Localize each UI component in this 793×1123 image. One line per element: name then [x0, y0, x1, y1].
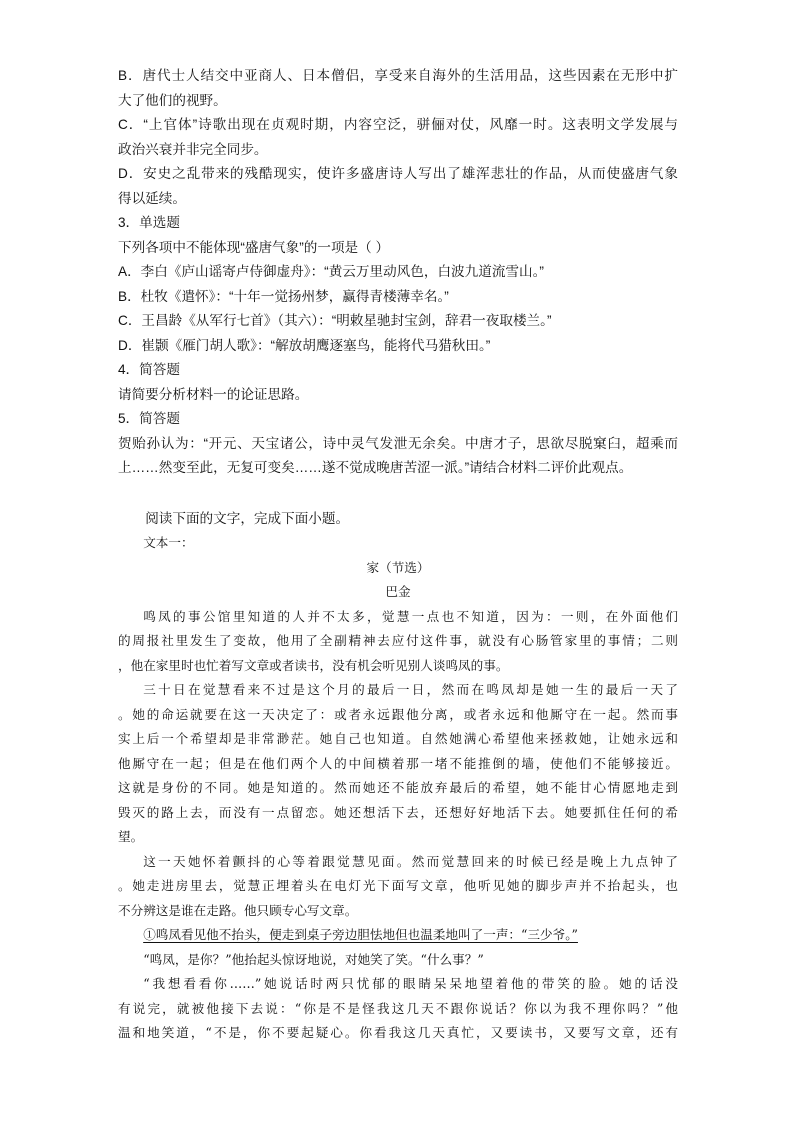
option-b-line-1: B．唐代士人结交中亚商人、日本僧侣，享受来自海外的生活用品，这些因素在无形中扩	[118, 68, 678, 83]
question-5-stem-line-1: 贺贻孙认为：“开元、天宝诸公，诗中灵气发泄无余矣。中唐才子，思欲尽脱窠臼，超乘而	[118, 435, 678, 451]
reading-passage	[118, 531, 678, 1046]
question-4-stem: 请简要分析材料一的论证思路。	[118, 386, 309, 402]
question-5	[118, 407, 678, 481]
paragraph-3-line-3: 不分辨这是谁在走路。他只顾专心写文章。	[118, 902, 358, 918]
paragraph-2-line-3: 实上后一个希望却是非常渺茫。她自己也知道。自然她满心希望他来拯救她，让她永远和	[118, 731, 678, 746]
exam-page	[118, 64, 678, 1046]
passage-title: 家（节选）	[366, 559, 430, 575]
text-label: 文本一：	[143, 535, 194, 550]
paragraph-5: “鸣凤，是你？”他抬起头惊讶地说，对她笑了笑。“什么事？”	[143, 951, 484, 967]
option-c-line-1: C．“上官体”诗歌出现在贞观时期，内容空泛，骈俪对仗，风靡一时。这表明文学发展与	[118, 117, 678, 132]
question-4	[118, 358, 678, 407]
paragraph-1-line-2: 的周报社里发生了变故，他用了全副精神去应付这件事，就没有心肠管家里的事情；二则	[118, 633, 678, 648]
question-3-option-b: B．杜牧《遣怀》：“十年一觉扬州梦，赢得青楼薄幸名。”	[118, 288, 449, 304]
option-d-line-2: 得以延续。	[118, 190, 186, 206]
question-3-option-d: D．崔颢《雁门胡人歌》：“解放胡鹰逐塞鸟，能将代马猎秋田。”	[118, 337, 491, 353]
question-3	[118, 211, 678, 358]
option-b-line-2: 大了他们的视野。	[118, 92, 227, 108]
paragraph-1-line-1: 鸣凤的事公馆里知道的人并不太多，觉慧一点也不知道，因为：一则，在外面他们	[143, 608, 678, 624]
question-2-options-continued	[118, 64, 678, 211]
paragraph-2-line-7: 望。	[118, 829, 144, 844]
question-4-heading: 4．简答题	[118, 362, 180, 377]
paragraph-2-line-5: 这就是身份的不同。她是知道的。然而她还不能放弃最后的希望，她不能甘心情愿地走到	[118, 780, 678, 795]
paragraph-3-line-2: 。她走进房里去，觉慧正埋着头在电灯光下面写文章，他听见她的脚步声并不抬起头，也	[118, 878, 678, 893]
question-5-stem-line-2: 上……然变至此，无复可变矣……遂不觉成晚唐苦涩一派。”请结合材料二评价此观点。	[118, 460, 633, 475]
question-3-option-a: A．李白《庐山谣寄卢侍御虚舟》：“黄云万里动风色，白波九道流雪山。”	[118, 264, 544, 279]
paragraph-3-line-1: 这一天她怀着颤抖的心等着跟觉慧见面。然而觉慧回来的时候已经是晚上九点钟了	[143, 853, 678, 869]
section-gap	[118, 481, 678, 507]
paragraph-6-line-2: 有说完，就被他接下去说：“你是不是怪我这几天不跟你说话？你以为我不理你吗？”他	[118, 1000, 678, 1016]
question-3-stem: 下列各项中不能体现“盛唐气象”的一项是（ ）	[118, 239, 390, 255]
underlined-sentence-1: ①鸣凤看见他不抬头，便走到桌子旁边胆怯地但也温柔地叫了一声：“三少爷。”	[143, 927, 578, 942]
option-c-line-2: 政治兴衰并非完全同步。	[118, 141, 268, 157]
option-d-line-1: D．安史之乱带来的残酷现实，使许多盛唐诗人写出了雄浑悲壮的作品，从而使盛唐气象	[118, 166, 678, 181]
question-3-option-c: C．王昌龄《从军行七首》（其六）：“明敕星驰封宝剑，辞君一夜取楼兰。”	[118, 313, 552, 328]
reading-instruction	[118, 507, 678, 532]
reading-instruction-text: 阅读下面的文字，完成下面小题。	[145, 510, 350, 526]
question-3-heading: 3．单选题	[118, 215, 180, 230]
paragraph-2-line-1: 三十日在觉慧看来不过是这个月的最后一日，然而在鸣凤却是她一生的最后一天了	[143, 682, 678, 697]
paragraph-2-line-4: 他厮守在一起；但是在他们两个人的中间横着那一堵不能推倒的墙，使他们不能够接近。	[118, 755, 678, 771]
paragraph-6-line-1: “我想看看你……”她说话时两只忧郁的眼睛呆呆地望着他的带笑的脸。她的话没	[143, 976, 678, 991]
paragraph-2-line-2: 。她的命运就要在这一天决定了：或者永远跟他分离，或者永远和他厮守在一起。然而事	[118, 706, 678, 722]
passage-author: 巴金	[385, 584, 411, 599]
paragraph-6-line-3: 温和地笑道，“不是，你不要起疑心。你看我这几天真忙，又要读书，又要写文章，还有	[118, 1025, 678, 1040]
paragraph-2-line-6: 毁灭的路上去，而没有一点留恋。她还想活下去，还想好好地活下去。她要抓住任何的希	[118, 804, 678, 820]
question-5-heading: 5．简答题	[118, 411, 180, 426]
paragraph-1-line-3: ，他在家里时也忙着写文章或者读书，没有机会听见别人谈鸣凤的事。	[118, 657, 509, 673]
paragraph-4-underlined	[118, 923, 678, 948]
